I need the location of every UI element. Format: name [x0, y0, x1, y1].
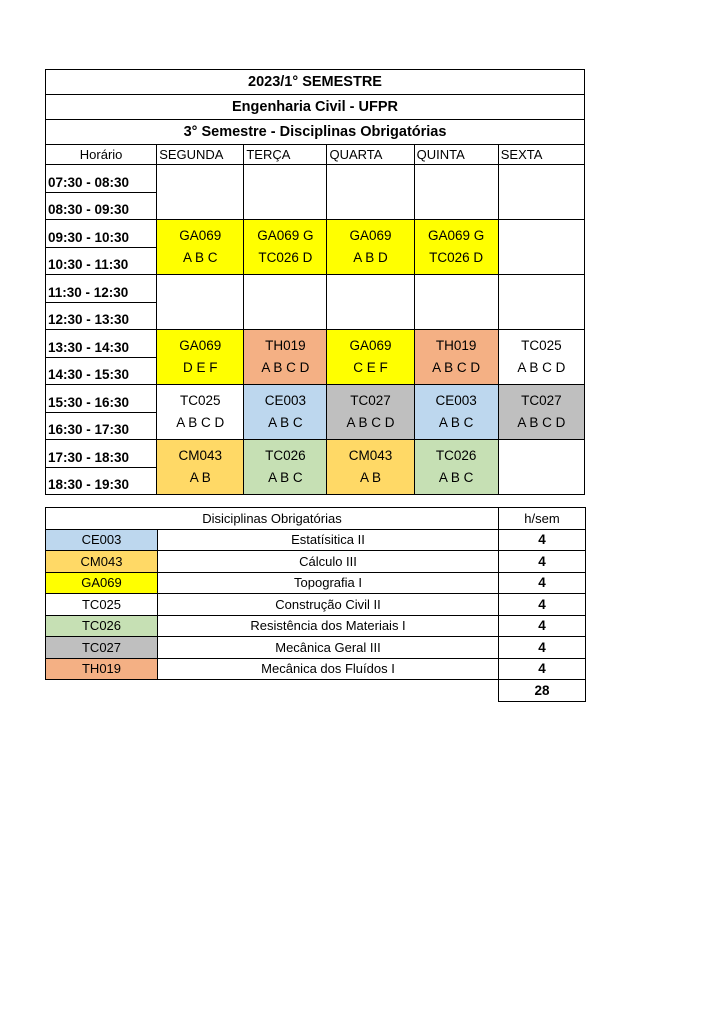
time-slot: 13:30 - 14:30: [46, 330, 157, 358]
class-cell: [157, 165, 244, 220]
class-groups: A B C D: [432, 360, 481, 375]
legend-total-hours: 28: [499, 680, 586, 702]
class-cell: [244, 330, 327, 385]
class-cell: [157, 275, 244, 330]
class-cell: [414, 275, 498, 330]
class-code: TC026: [435, 448, 477, 463]
schedule-subtitle: 3° Semestre - Disciplinas Obrigatórias: [46, 120, 585, 145]
class-cell: [244, 275, 327, 330]
time-slot: 10:30 - 11:30: [46, 247, 157, 275]
class-groups: A B C: [268, 470, 303, 485]
time-row: [46, 385, 585, 413]
legend-row: [46, 615, 586, 637]
class-cell: [414, 165, 498, 220]
time-slot: 08:30 - 09:30: [46, 192, 157, 220]
class-cell: [498, 165, 584, 220]
class-cell: [414, 385, 498, 440]
legend-subject-name: Estatísitica II: [158, 529, 499, 551]
legend-subject-name: Topografia I: [158, 572, 499, 594]
class-groups: A B C D: [176, 415, 225, 430]
legend-hours: 4: [499, 658, 586, 680]
time-row: [46, 330, 585, 358]
class-cell: [327, 440, 414, 495]
column-header-thursday: QUINTA: [414, 145, 498, 165]
class-code: TH019: [265, 338, 306, 353]
legend-code: TC027: [46, 637, 158, 659]
column-header-monday: SEGUNDA: [157, 145, 244, 165]
column-header-friday: SEXTA: [498, 145, 584, 165]
class-groups: A B C D: [517, 415, 566, 430]
time-slot: 18:30 - 19:30: [46, 467, 157, 495]
class-groups: A B C D: [261, 360, 310, 375]
class-code: TC027: [350, 393, 391, 408]
legend-row: [46, 658, 586, 680]
legend-hours: 4: [499, 637, 586, 659]
semester-title: 2023/1° SEMESTRE: [46, 70, 585, 95]
class-code: GA069 G: [257, 228, 314, 243]
class-groups: TC026 D: [429, 250, 484, 265]
time-row: [46, 165, 585, 193]
class-code: GA069: [349, 338, 392, 353]
legend-row: [46, 637, 586, 659]
time-slot: 17:30 - 18:30: [46, 440, 157, 468]
column-header-tuesday: TERÇA: [244, 145, 327, 165]
legend-code: TC026: [46, 615, 158, 637]
class-cell: [414, 330, 498, 385]
class-cell: [327, 330, 414, 385]
time-row: [46, 220, 585, 248]
legend-hours: 4: [499, 529, 586, 551]
legend-subject-name: Mecânica dos Fluídos I: [158, 658, 499, 680]
class-cell: [157, 330, 244, 385]
class-cell: [414, 220, 498, 275]
time-slot: 12:30 - 13:30: [46, 302, 157, 330]
class-code: CM043: [348, 448, 393, 463]
class-cell: [498, 330, 584, 385]
class-groups: C E F: [353, 360, 388, 375]
legend-header-row: [46, 508, 586, 530]
class-groups: A B D: [353, 250, 388, 265]
class-cell: [498, 220, 584, 275]
class-groups: A B C: [183, 250, 218, 265]
class-cell: [327, 275, 414, 330]
legend-code: CM043: [46, 551, 158, 573]
time-slot: 16:30 - 17:30: [46, 412, 157, 440]
legend-hours: 4: [499, 615, 586, 637]
legend-hours-header: h/sem: [499, 508, 586, 530]
class-groups: A B: [189, 470, 211, 485]
schedule-table: [45, 69, 585, 495]
legend-row: [46, 551, 586, 573]
class-cell: [157, 440, 244, 495]
column-header-time: Horário: [46, 145, 157, 165]
class-cell: [498, 385, 584, 440]
time-row: [46, 440, 585, 468]
time-slot: 11:30 - 12:30: [46, 275, 157, 303]
legend-table: [45, 507, 586, 702]
legend-code: GA069: [46, 572, 158, 594]
legend-row: [46, 594, 586, 616]
class-code: GA069: [179, 228, 222, 243]
class-code: CE003: [435, 393, 477, 408]
legend-subject-name: Mecânica Geral III: [158, 637, 499, 659]
class-groups: A B C D: [346, 415, 395, 430]
time-slot: 07:30 - 08:30: [46, 165, 157, 193]
class-code: TC027: [521, 393, 562, 408]
class-cell: [244, 440, 327, 495]
legend-subject-name: Construção Civil II: [158, 594, 499, 616]
legend-hours: 4: [499, 572, 586, 594]
class-groups: A B: [360, 470, 382, 485]
class-cell: [244, 165, 327, 220]
class-cell: [244, 220, 327, 275]
class-code: TC025: [521, 338, 562, 353]
legend-row: [46, 529, 586, 551]
legend-hours: 4: [499, 551, 586, 573]
class-code: CM043: [178, 448, 223, 463]
class-groups: A B C: [438, 415, 474, 430]
legend-code: CE003: [46, 529, 158, 551]
class-cell: [327, 165, 414, 220]
time-slot: 15:30 - 16:30: [46, 385, 157, 413]
class-groups: A B C D: [517, 360, 566, 375]
class-cell: [327, 220, 414, 275]
class-groups: D E F: [183, 360, 218, 375]
class-groups: A B C: [438, 470, 474, 485]
column-header-wednesday: QUARTA: [327, 145, 414, 165]
class-code: GA069: [179, 338, 222, 353]
class-cell: [327, 385, 414, 440]
legend-title: Disiciplinas Obrigatórias: [46, 508, 499, 530]
class-cell: [498, 275, 584, 330]
class-cell: [498, 440, 584, 495]
class-cell: [244, 385, 327, 440]
legend-subject-name: Cálculo III: [158, 551, 499, 573]
class-groups: A B C: [268, 415, 303, 430]
class-cell: [157, 385, 244, 440]
legend-code: TC025: [46, 594, 158, 616]
course-title: Engenharia Civil - UFPR: [46, 95, 585, 120]
time-slot: 09:30 - 10:30: [46, 220, 157, 248]
class-code: TC025: [179, 393, 221, 408]
time-slot: 14:30 - 15:30: [46, 357, 157, 385]
class-groups: TC026 D: [258, 250, 313, 265]
class-code: TC026: [265, 448, 306, 463]
legend-hours: 4: [499, 594, 586, 616]
class-code: GA069: [349, 228, 392, 243]
legend-code: TH019: [46, 658, 158, 680]
legend-subject-name: Resistência dos Materiais I: [158, 615, 499, 637]
column-header-row: [46, 145, 585, 165]
class-code: GA069 G: [428, 228, 485, 243]
time-row: [46, 275, 585, 303]
legend-row: [46, 572, 586, 594]
class-cell: [157, 220, 244, 275]
legend-total-row: [46, 680, 586, 702]
class-code: TH019: [435, 338, 477, 353]
class-code: CE003: [264, 393, 307, 408]
class-cell: [414, 440, 498, 495]
